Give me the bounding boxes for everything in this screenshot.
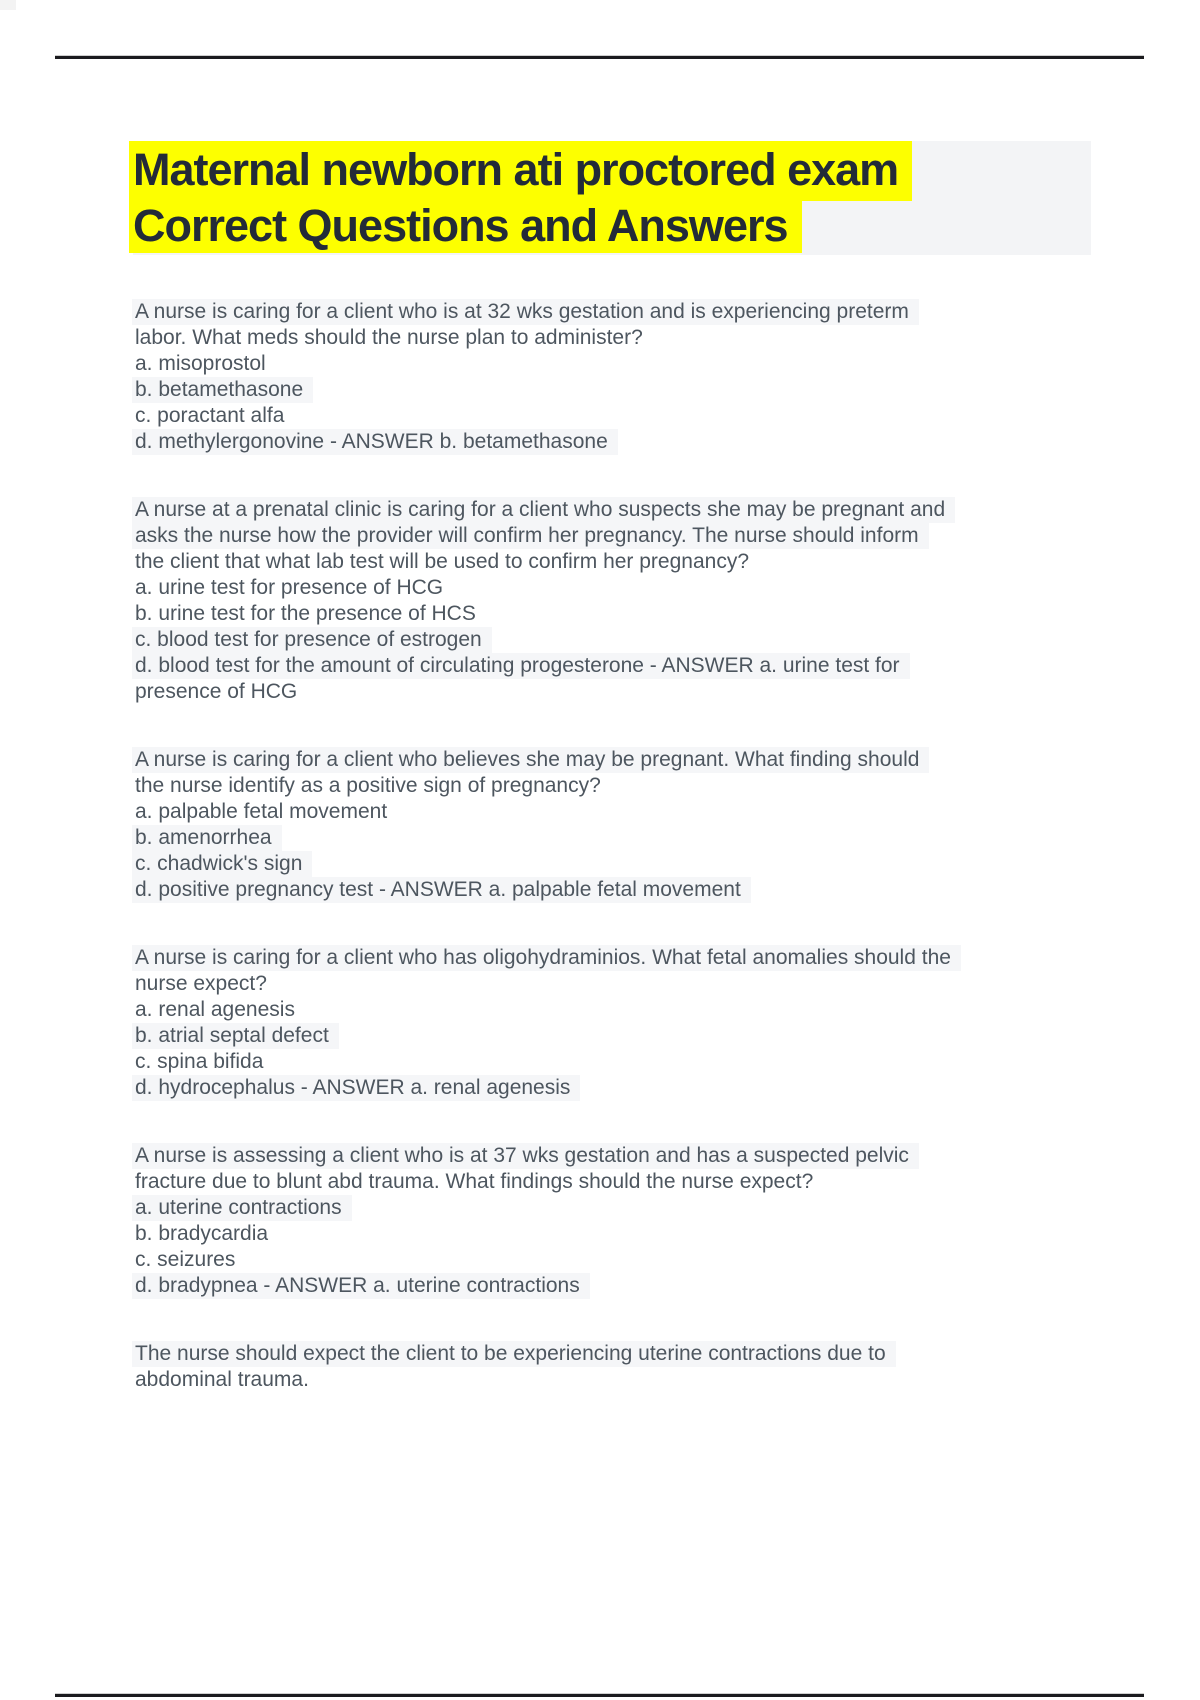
text-line-content: the client that what lab test will be used to confirm her pregnancy?	[135, 550, 750, 573]
text-line	[135, 377, 1115, 403]
title-highlight: Correct Questions and Answers	[129, 201, 802, 253]
text-line	[135, 1143, 1115, 1169]
qa-block	[135, 1143, 1115, 1299]
title-line-2	[133, 201, 912, 253]
text-line	[135, 1341, 1115, 1367]
text-line-content: c. poractant alfa	[135, 404, 285, 427]
text-line-content: A nurse is caring for a client who is at 32 wks gestation and is experiencing preterm	[132, 299, 919, 325]
text-line	[135, 1367, 1115, 1393]
text-line-content: c. chadwick's sign	[132, 851, 312, 877]
text-line	[135, 403, 1115, 429]
text-line	[135, 773, 1115, 799]
text-line-content: a. misoprostol	[135, 352, 266, 375]
text-line-content: A nurse is caring for a client who believes she may be pregnant. What finding should	[132, 747, 929, 773]
scan-corner-artifact	[0, 0, 16, 10]
text-line-content: d. positive pregnancy test - ANSWER a. palpable fetal movement	[132, 877, 751, 903]
qa-block	[135, 497, 1115, 705]
text-line	[135, 653, 1115, 679]
bottom-rule	[55, 1694, 1144, 1697]
qa-block	[135, 299, 1115, 455]
text-line-content: labor. What meds should the nurse plan to administer?	[135, 326, 643, 349]
text-line-content: fracture due to blunt abd trauma. What findings should the nurse expect?	[135, 1170, 814, 1193]
text-line	[135, 997, 1115, 1023]
text-line	[135, 971, 1115, 997]
text-line-content: A nurse is caring for a client who has oligohydraminios. What fetal anomalies should the	[132, 945, 961, 971]
text-line-content: abdominal trauma.	[135, 1368, 309, 1391]
text-line-content: d. methylergonovine - ANSWER b. betamethasone	[132, 429, 618, 455]
text-line-content: the nurse identify as a positive sign of pregnancy?	[135, 774, 601, 797]
qa-block	[135, 1341, 1115, 1393]
text-line	[135, 945, 1115, 971]
text-line	[135, 1273, 1115, 1299]
text-line-content: c. blood test for presence of estrogen	[132, 627, 492, 653]
text-line	[135, 325, 1115, 351]
text-line	[135, 1247, 1115, 1273]
question-list	[135, 299, 1115, 1435]
text-line-content: b. amenorrhea	[132, 825, 282, 851]
text-line-content: A nurse is assessing a client who is at 37 wks gestation and has a suspected pelvic	[132, 1143, 919, 1169]
text-line-content: d. blood test for the amount of circulating progesterone - ANSWER a. urine test for	[132, 653, 910, 679]
text-line	[135, 549, 1115, 575]
page-title	[133, 141, 912, 253]
text-line-content: d. bradypnea - ANSWER a. uterine contractions	[132, 1273, 590, 1299]
text-line	[135, 1075, 1115, 1101]
title-line-1	[133, 141, 912, 201]
text-line	[135, 1169, 1115, 1195]
text-line	[135, 851, 1115, 877]
text-line	[135, 1195, 1115, 1221]
text-line-content: b. atrial septal defect	[132, 1023, 339, 1049]
text-line	[135, 747, 1115, 773]
text-line-content: a. uterine contractions	[132, 1195, 352, 1221]
text-line-content: c. seizures	[135, 1248, 236, 1271]
text-line	[135, 1221, 1115, 1247]
text-line-content: asks the nurse how the provider will confirm her pregnancy. The nurse should inform	[132, 523, 929, 549]
text-line	[135, 679, 1115, 705]
text-line	[135, 575, 1115, 601]
text-line	[135, 877, 1115, 903]
text-line-content: b. betamethasone	[132, 377, 313, 403]
text-line-content: a. renal agenesis	[135, 998, 295, 1021]
text-line-content: presence of HCG	[135, 680, 298, 703]
text-line	[135, 1049, 1115, 1075]
text-line	[135, 299, 1115, 325]
top-rule	[55, 56, 1144, 59]
text-line	[135, 825, 1115, 851]
qa-block	[135, 747, 1115, 903]
text-line-content: a. urine test for presence of HCG	[135, 576, 444, 599]
text-line	[135, 523, 1115, 549]
text-line	[135, 429, 1115, 455]
text-line-content: a. palpable fetal movement	[135, 800, 388, 823]
text-line	[135, 351, 1115, 377]
text-line-content: nurse expect?	[135, 972, 267, 995]
text-line-content: b. urine test for the presence of HCS	[135, 602, 476, 625]
text-line	[135, 1023, 1115, 1049]
text-line	[135, 601, 1115, 627]
text-line	[135, 497, 1115, 523]
text-line-content: b. bradycardia	[135, 1222, 269, 1245]
text-line	[135, 627, 1115, 653]
text-line-content: The nurse should expect the client to be experiencing uterine contractions due to	[132, 1341, 896, 1367]
text-line-content: A nurse at a prenatal clinic is caring for a client who suspects she may be pregnant and	[132, 497, 955, 523]
text-line-content: c. spina bifida	[135, 1050, 264, 1073]
qa-block	[135, 945, 1115, 1101]
text-line	[135, 799, 1115, 825]
text-line-content: d. hydrocephalus - ANSWER a. renal agenesis	[132, 1075, 580, 1101]
title-highlight: Maternal newborn ati proctored exam	[129, 141, 912, 201]
